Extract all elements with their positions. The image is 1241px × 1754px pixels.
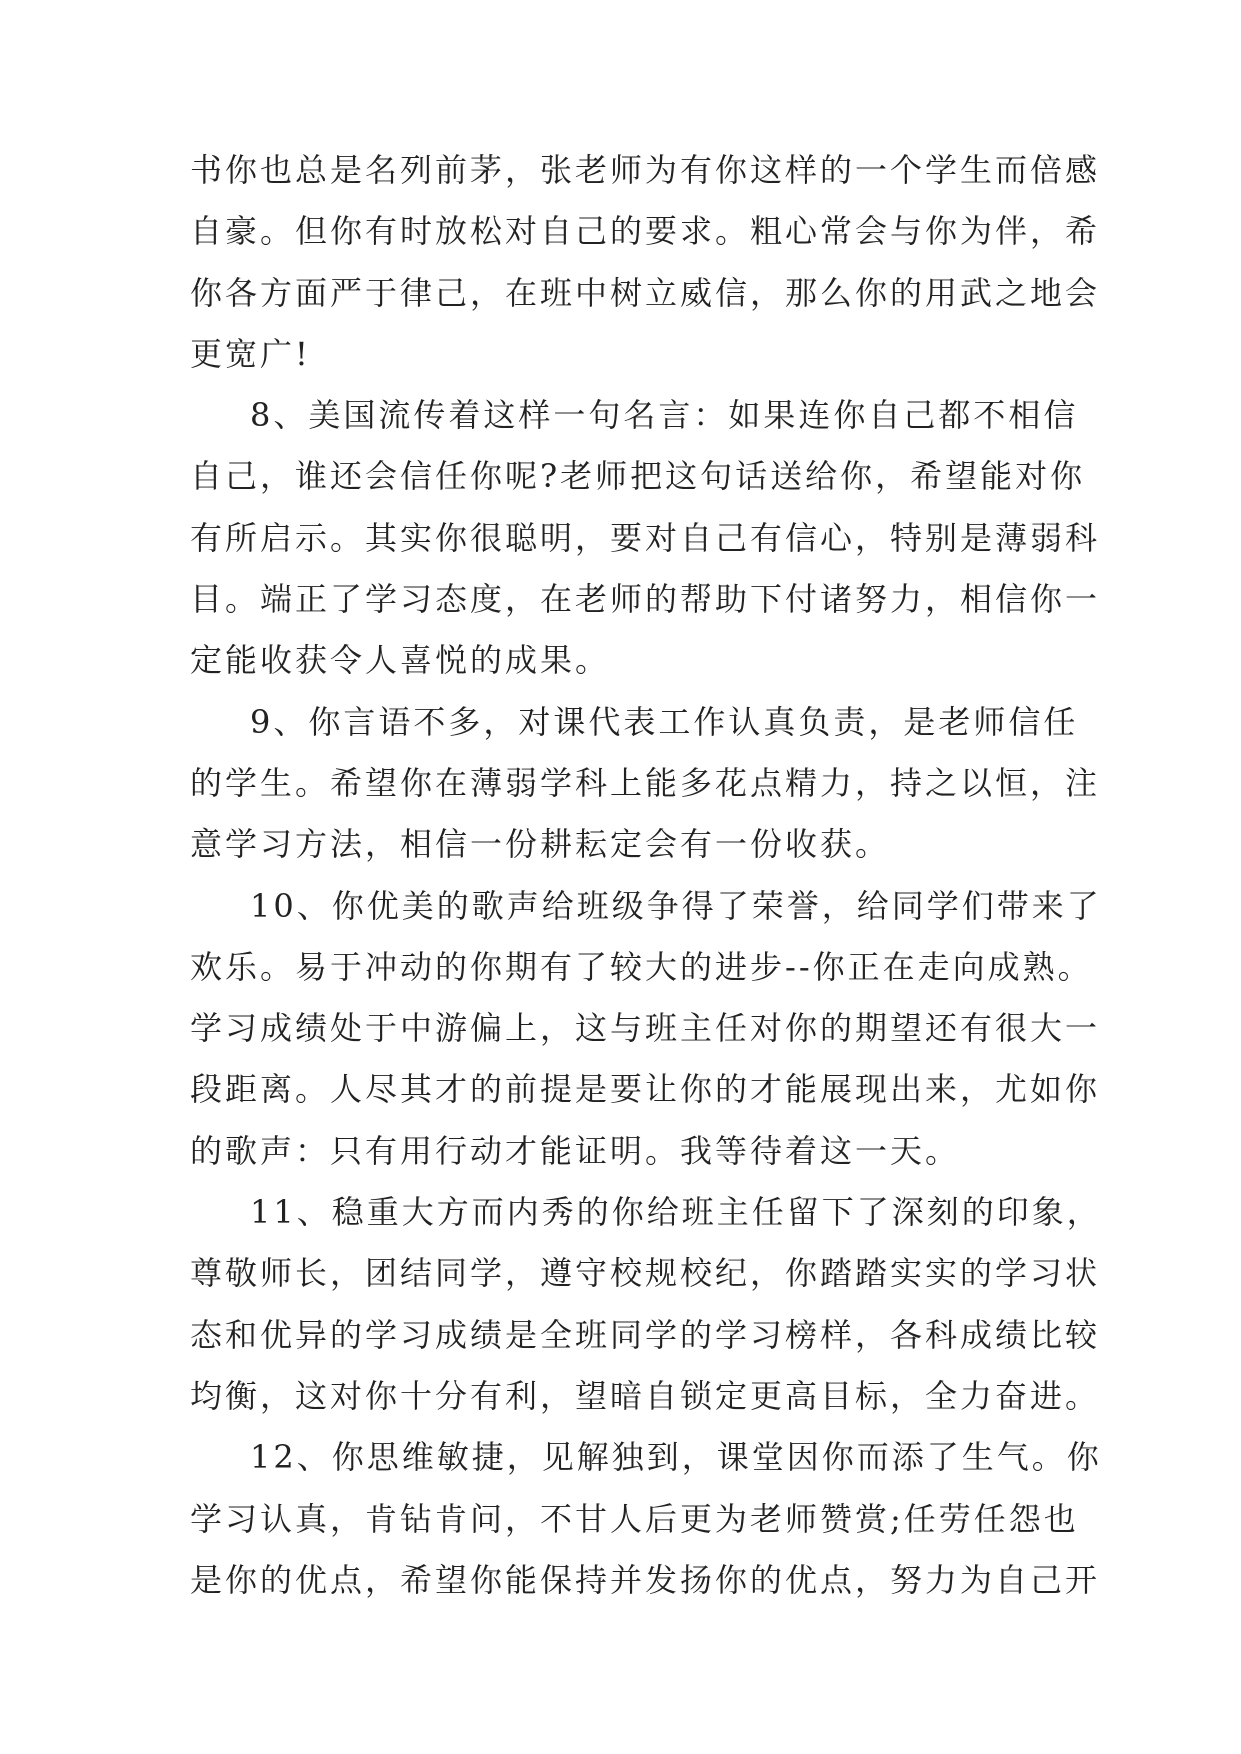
body-text	[190, 140, 1102, 1611]
text-line: 的歌声：只有用行动才能证明。我等待着这一天。	[190, 1131, 961, 1170]
text-line: 学习成绩处于中游偏上，这与班主任对你的期望还有很大一	[190, 1009, 1101, 1048]
text-line: 欢乐。易于冲动的你期有了较大的进步--你正在走向成熟。	[190, 947, 1093, 986]
text-line: 尊敬师长，团结同学，遵守校规校纪，你踏踏实实的学习状	[190, 1254, 1101, 1293]
text-line: 段距离。人尽其才的前提是要让你的才能展现出来，尤如你	[190, 1070, 1101, 1109]
text-line: 定能收获令人喜悦的成果。	[190, 641, 611, 680]
text-line: 有所启示。其实你很聪明，要对自己有信心，特别是薄弱科	[190, 518, 1101, 557]
text-line: 是你的优点，希望你能保持并发扬你的优点，努力为自己开	[190, 1560, 1101, 1599]
paragraph-start-line: 8、美国流传着这样一句名言：如果连你自己都不相信	[250, 396, 1079, 435]
text-line: 均衡，这对你十分有利，望暗自锁定更高目标，全力奋进。	[190, 1376, 1101, 1415]
paragraph-start-line: 9、你言语不多，对课代表工作认真负责，是老师信任	[250, 702, 1079, 741]
text-line: 意学习方法，相信一份耕耘定会有一份收获。	[190, 825, 891, 864]
paragraph-start-line: 12、你思维敏捷，见解独到，课堂因你而添了生气。你	[250, 1438, 1102, 1477]
text-line: 你各方面严于律己，在班中树立威信，那么你的用武之地会	[190, 273, 1101, 312]
paragraph-start-line: 11、稳重大方而内秀的你给班主任留下了深刻的印象，	[250, 1193, 1102, 1232]
text-line: 自豪。但你有时放松对自己的要求。粗心常会与你为伴，希	[190, 212, 1101, 251]
paragraph-start-line: 10、你优美的歌声给班级争得了荣誉，给同学们带来了	[250, 886, 1102, 925]
text-line: 的学生。希望你在薄弱学科上能多花点精力，持之以恒，注	[190, 763, 1101, 802]
text-line: 学习认真，肯钻肯问，不甘人后更为老师赞赏;任劳任怨也	[190, 1499, 1079, 1538]
text-line: 自己，谁还会信任你呢?老师把这句话送给你，希望能对你	[190, 457, 1086, 496]
text-line: 目。端正了学习态度，在老师的帮助下付诸努力，相信你一	[190, 580, 1101, 619]
text-line: 书你也总是名列前茅，张老师为有你这样的一个学生而倍感	[190, 151, 1101, 189]
text-line: 态和优异的学习成绩是全班同学的学习榜样，各科成绩比较	[190, 1315, 1101, 1354]
text-line: 更宽广!	[190, 334, 311, 373]
